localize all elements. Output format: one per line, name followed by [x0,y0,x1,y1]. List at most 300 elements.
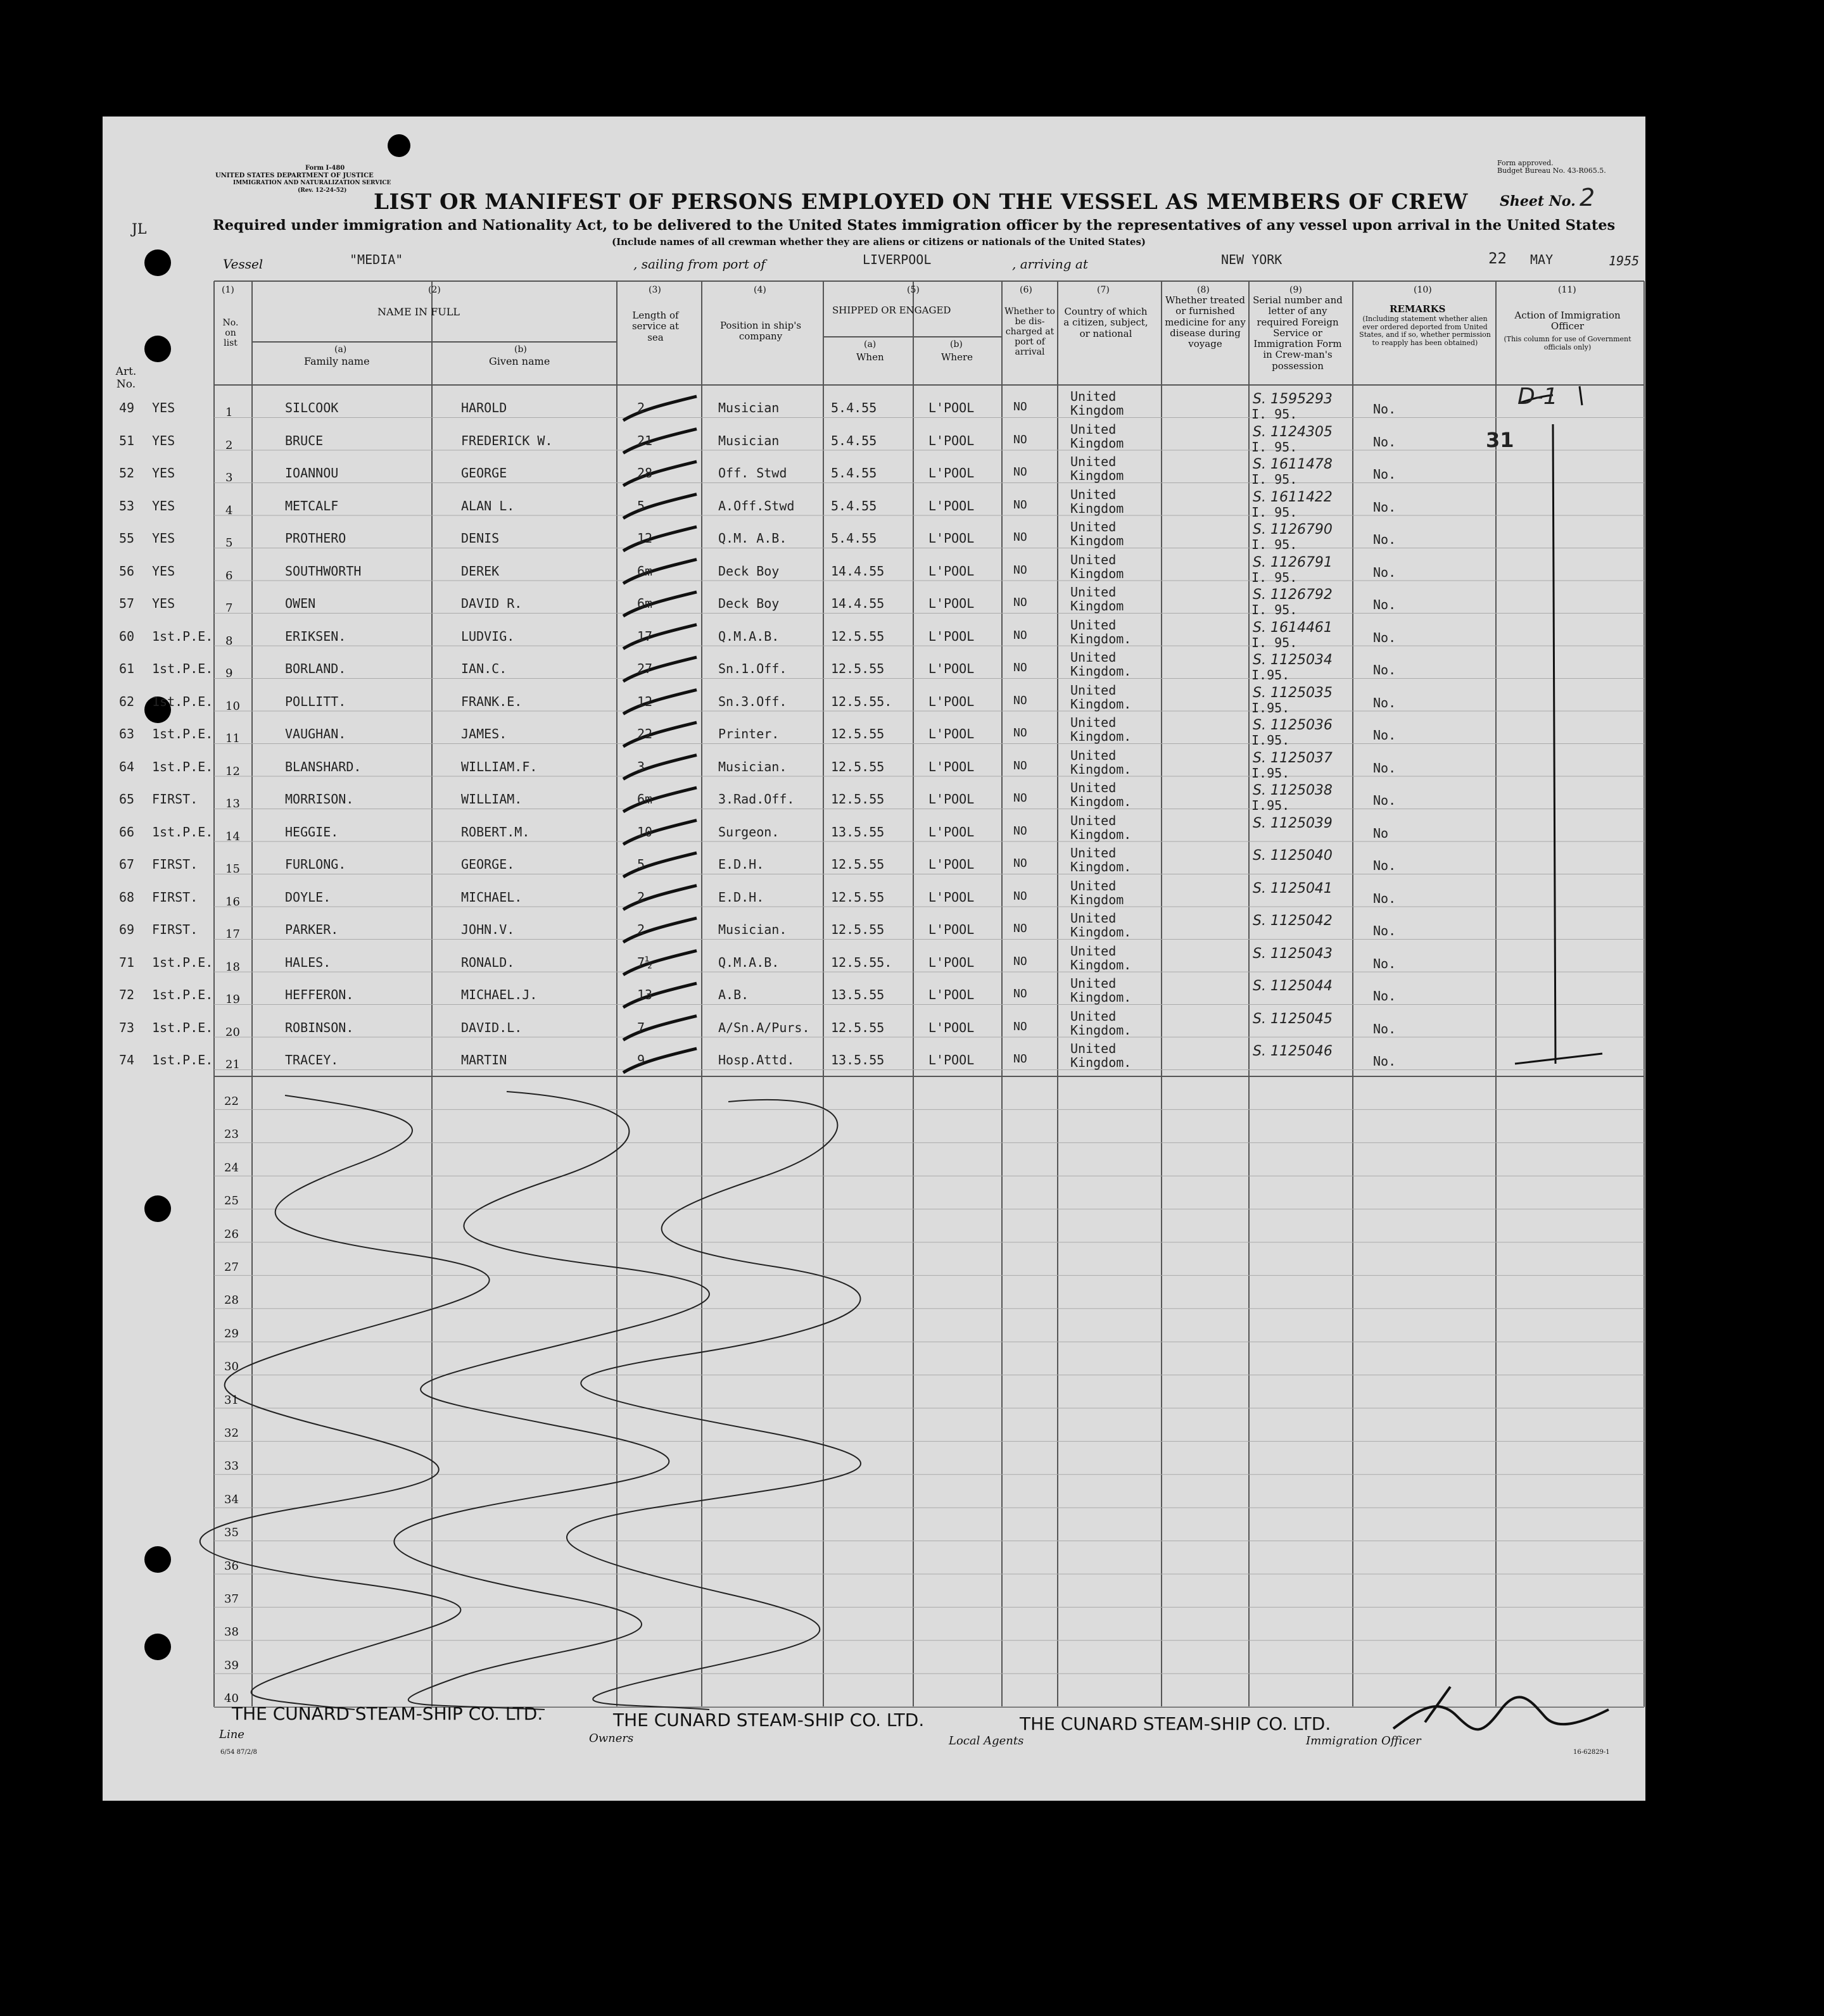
discharged: NO [1013,889,1027,903]
country-line1: United [1070,519,1117,534]
margin-initials: JL [132,222,147,237]
remarks: No. [1373,564,1396,580]
length-of-service: 2 [637,400,645,415]
shipped-where: L'POOL [928,922,975,937]
art-note: YES [152,596,175,611]
shipped-where: L'POOL [928,1019,975,1035]
col4-num: (4) [754,285,766,295]
position: E.D.H. [718,857,764,872]
list-number: 5 [225,536,233,550]
col2a-num: (a) [334,344,347,355]
position: E.D.H. [718,889,764,905]
empty-row-number: 26 [224,1227,239,1241]
line-stamp: THE CUNARD STEAM-SHIP CO. LTD. [232,1703,543,1724]
family-name: MORRISON. [285,791,354,807]
art-note: 1st.P.E. [152,1019,213,1035]
shipped-when: 12.5.55 [831,922,885,937]
discharged: NO [1013,954,1027,968]
revision-line: (Rev. 12-24-52) [298,187,347,194]
art-note: YES [152,563,175,579]
discharged: NO [1013,857,1027,870]
shipped-when: 12.5.55 [831,889,885,905]
arrival-year: 1955 [1609,253,1640,268]
list-number: 19 [225,993,240,1006]
discharged: NO [1013,759,1027,772]
given-name: ROBERT.M. [461,824,530,840]
shipped-where: L'POOL [928,726,975,741]
country-line1: United [1070,584,1117,600]
art-number: 52 [119,465,135,481]
shipped-where: L'POOL [928,531,975,546]
shipped-when: 5.4.55 [831,432,877,448]
approval-line: Form approved. [1497,159,1554,167]
shipped-when: 12.5.55 [831,661,885,676]
given-name: DAVID R. [461,596,522,611]
serial-number: S. 1125042 [1253,913,1333,929]
family-name: BLANSHARD. [285,759,362,774]
shipped-when: 13.5.55 [831,1052,885,1068]
given-name: RONALD. [461,954,515,970]
position: Musician. [718,759,787,774]
list-number: 7 [225,602,233,615]
country-line1: United [1070,1008,1117,1024]
list-number: 4 [225,503,233,517]
col2-label: NAME IN FULL [377,306,460,318]
col2-num: (2) [428,285,441,295]
art-note: 1st.P.E. [152,987,213,1002]
country-line2: Kingdom [1070,468,1124,483]
country-line1: United [1070,1041,1117,1056]
shipped-where: L'POOL [928,759,975,774]
art-number: 65 [119,791,135,807]
serial-number: S. 1126790 [1253,522,1333,538]
list-number: 15 [225,862,240,876]
given-name: HAROLD [461,400,507,415]
discharged: NO [1013,628,1027,642]
position: Musician [718,432,780,448]
art-number: 61 [119,661,135,676]
sailing-label: , sailing from port of [633,256,766,272]
discharged: NO [1013,432,1027,446]
discharged: NO [1013,563,1027,577]
family-name: VAUGHAN. [285,726,346,741]
family-name: FURLONG. [285,857,346,872]
given-name: MARTIN [461,1052,507,1068]
remarks: No. [1373,467,1396,482]
list-number: 8 [225,634,233,648]
empty-row-number: 31 [224,1393,239,1407]
country-line2: Kingdom. [1070,1055,1132,1070]
position: Q.M.A.B. [718,628,780,644]
country-line1: United [1070,878,1117,893]
shipped-when: 12.5.55 [831,1019,885,1035]
serial-form: I. 95. [1251,602,1298,617]
art-number: 68 [119,889,135,905]
empty-row-number: 23 [224,1128,239,1142]
art-note: 1st.P.E. [152,693,213,709]
col1-label: No. on list [222,318,239,349]
shipped-where: L'POOL [928,400,975,415]
country-line2: Kingdom. [1070,631,1132,646]
col5b-label: Where [941,351,973,363]
discharged: NO [1013,400,1027,413]
remarks: No. [1373,890,1396,906]
empty-row-number: 32 [224,1427,239,1440]
vessel-label: Vessel [223,256,263,272]
remarks: No. [1373,662,1396,677]
country-line2: Kingdom. [1070,761,1132,777]
empty-row-number: 27 [224,1261,239,1274]
arrival-port: NEW YORK [1221,252,1282,267]
serial-number: S. 1124305 [1253,424,1333,440]
shipped-when: 12.5.55 [831,628,885,644]
shipped-where: L'POOL [928,693,975,709]
list-number: 1 [225,406,233,419]
art-note: 1st.P.E. [152,759,213,774]
owners-label: Owners [589,1732,634,1745]
length-of-service: 22 [637,726,653,741]
discharged: NO [1013,824,1027,838]
given-name: JOHN.V. [461,922,515,937]
serial-number: S. 1125036 [1253,717,1333,733]
length-of-service: 5 [637,857,645,872]
country-line1: United [1070,943,1117,959]
art-note: YES [152,465,175,481]
given-name: MICHAEL. [461,889,522,905]
position: A/Sn.A/Purs. [718,1019,810,1035]
agents-stamp: THE CUNARD STEAM-SHIP CO. LTD. [1020,1713,1331,1734]
given-name: WILLIAM. [461,791,522,807]
serial-number: S. 1125043 [1253,945,1333,962]
shipped-when: 12.5.55 [831,857,885,872]
discharged: NO [1013,531,1027,544]
country-line2: Kingdom. [1070,859,1132,874]
country-line1: United [1070,780,1117,795]
art-note: 1st.P.E. [152,954,213,970]
given-name: GEORGE [461,465,507,481]
art-number: 73 [119,1019,135,1035]
art-note: YES [152,432,175,448]
empty-row-number: 38 [224,1625,239,1639]
position: Deck Boy [718,596,780,611]
art-note: FIRST. [152,791,198,807]
country-line2: Kingdom. [1070,729,1132,744]
art-note: YES [152,498,175,513]
col5-num: (5) [907,285,920,295]
serial-form: I. 95. [1251,504,1298,520]
given-name: ALAN L. [461,498,515,513]
shipped-where: L'POOL [928,661,975,676]
art-number: 66 [119,824,135,840]
family-name: HALES. [285,954,331,970]
family-name: SILCOOK [285,400,339,415]
shipped-when: 5.4.55 [831,400,877,415]
sheet-label: Sheet No. [1500,193,1576,210]
serial-form: I. 95. [1251,569,1298,585]
family-name: POLLITT. [285,693,346,709]
print-code-right: 16-62829-1 [1573,1749,1610,1756]
shipped-where: L'POOL [928,465,975,481]
list-number: 9 [225,667,233,680]
length-of-service: 21 [637,432,653,448]
art-number: 69 [119,922,135,937]
serial-form: I. 95. [1251,634,1298,650]
art-number: 49 [119,400,135,415]
country-line2: Kingdom. [1070,990,1132,1005]
art-number: 53 [119,498,135,513]
given-name: WILLIAM.F. [461,759,538,774]
serial-number: S. 1125045 [1253,1011,1333,1027]
discharged: NO [1013,498,1027,512]
position: Musician. [718,922,787,937]
art-number: 55 [119,531,135,546]
shipped-when: 5.4.55 [831,498,877,513]
position: Sn.3.Off. [718,693,787,709]
remarks: No. [1373,923,1396,938]
art-number: 57 [119,596,135,611]
empty-row-number: 40 [224,1692,239,1706]
col11-sub: (This column for use of Government officials only) [1504,335,1631,351]
col10-sub: (Including statement whether alien ever ordered deported from United States, and if so, whether permission to reapply has been obtained) [1359,315,1491,347]
remarks: No. [1373,629,1396,645]
shipped-when: 12.5.55 [831,726,885,741]
page-subtitle: Required under immigration and Nationality Act, to be delivered to the United States immigration officer by the representatives of any vessel upon arrival in the United States [213,217,1616,234]
serial-number: S. 1125044 [1253,978,1333,994]
empty-row-number: 25 [224,1194,239,1208]
shipped-when: 5.4.55 [831,465,877,481]
list-number: 11 [225,732,240,745]
art-note: 1st.P.E. [152,1052,213,1068]
position: Surgeon. [718,824,780,840]
serial-number: S. 1126791 [1253,554,1333,570]
empty-row-number: 30 [224,1360,239,1374]
vessel-name: "MEDIA" [350,252,403,267]
remarks: No [1373,825,1389,841]
service-line: IMMIGRATION AND NATURALIZATION SERVICE [233,180,391,186]
country-line1: United [1070,486,1117,502]
art-number: 74 [119,1052,135,1068]
art-note: FIRST. [152,857,198,872]
given-name: MICHAEL.J. [461,987,538,1002]
length-of-service: 2 [637,922,645,937]
list-number: 18 [225,960,240,974]
art-note: YES [152,531,175,546]
remarks: No. [1373,955,1396,971]
department-line: UNITED STATES DEPARTMENT OF JUSTICE [215,172,374,179]
given-name: LUDVIG. [461,628,515,644]
serial-form: I.95. [1251,798,1290,813]
country-line2: Kingdom. [1070,794,1132,809]
length-of-service: 12 [637,531,653,546]
family-name: PROTHERO [285,531,346,546]
country-line1: United [1070,389,1117,404]
col10-num: (10) [1414,285,1432,295]
country-line2: Kingdom. [1070,664,1132,679]
family-name: OWEN [285,596,316,611]
family-name: HEGGIE. [285,824,339,840]
col3-label: Length of service at sea [631,310,680,343]
line-label: Line [219,1728,244,1741]
shipped-when: 13.5.55 [831,824,885,840]
discharged: NO [1013,1052,1027,1066]
remarks: No. [1373,793,1396,808]
country-line2: Kingdom [1070,435,1124,451]
remarks: No. [1373,1021,1396,1036]
col11-label: Action of Immigration Officer [1514,310,1621,332]
col4-label: Position in ship's company [719,320,802,343]
remarks: No. [1373,695,1396,710]
col9-label: Serial number and letter of any required Foreign Service or Immigration Form in Crew-man's possession [1253,294,1343,372]
form-number: Form I-480 [305,165,345,172]
empty-row-number: 37 [224,1592,239,1606]
position: A.B. [718,987,749,1002]
serial-form: I. 95. [1251,406,1298,422]
discharged: NO [1013,791,1027,805]
remarks: No. [1373,532,1396,547]
shipped-when: 13.5.55 [831,987,885,1002]
art-note: 1st.P.E. [152,726,213,741]
art-note: 1st.P.E. [152,824,213,840]
budget-bureau-line: Budget Bureau No. 43-R065.5. [1497,167,1606,175]
col8-label: Whether treated or furnished medicine for any disease during voyage [1165,294,1246,350]
art-number: 56 [119,563,135,579]
serial-number: S. 1125041 [1253,880,1333,897]
shipped-where: L'POOL [928,628,975,644]
position: Printer. [718,726,780,741]
col5a-label: When [856,351,884,363]
shipped-where: L'POOL [928,954,975,970]
remarks: No. [1373,858,1396,873]
position: Sn.1.Off. [718,661,787,676]
given-name: JAMES. [461,726,507,741]
given-name: DEREK [461,563,500,579]
list-number: 16 [225,895,240,909]
serial-form: I. 95. [1251,537,1298,552]
empty-row-number: 33 [224,1459,239,1473]
officer-label: Immigration Officer [1306,1734,1421,1748]
country-line2: Kingdom. [1070,1022,1132,1038]
length-of-service: 9 [637,1052,645,1068]
country-line2: Kingdom [1070,598,1124,614]
shipped-when: 12.5.55 [831,759,885,774]
remarks: No. [1373,597,1396,612]
remarks: No. [1373,728,1396,743]
shipped-when: 12.5.55. [831,954,892,970]
col2a-label: Family name [304,355,370,367]
list-number: 13 [225,797,240,810]
col7-num: (7) [1097,285,1110,295]
serial-form: I.95. [1251,667,1290,683]
shipped-where: L'POOL [928,432,975,448]
serial-number: S. 1595293 [1253,391,1333,407]
art-number: 51 [119,432,135,448]
given-name: DAVID.L. [461,1019,522,1035]
col5-label: SHIPPED OR ENGAGED [832,305,951,316]
serial-number: S. 1125039 [1253,815,1333,831]
serial-form: I.95. [1251,700,1290,715]
shipped-when: 14.4.55 [831,563,885,579]
length-of-service: 7 [637,1019,645,1035]
country-line1: United [1070,682,1117,698]
remarks: No. [1373,988,1396,1004]
col10-label: REMARKS [1390,303,1446,315]
country-line1: United [1070,747,1117,763]
country-line1: United [1070,715,1117,730]
country-line1: United [1070,650,1117,665]
country-line1: United [1070,845,1117,860]
length-of-service: 2 [637,889,645,905]
serial-number: S. 1611422 [1253,489,1333,505]
given-name: FREDERICK W. [461,432,553,448]
remarks: No. [1373,401,1396,417]
list-number: 2 [225,438,233,452]
country-line1: United [1070,812,1117,828]
position: Hosp.Attd. [718,1052,795,1068]
discharged: NO [1013,465,1027,479]
discharged: NO [1013,922,1027,935]
shipped-where: L'POOL [928,889,975,905]
art-number: 60 [119,628,135,644]
discharged: NO [1013,693,1027,707]
art-number: 72 [119,987,135,1002]
serial-number: S. 1126792 [1253,587,1333,603]
shipped-when: 14.4.55 [831,596,885,611]
col5b-num: (b) [950,339,963,350]
family-name: DOYLE. [285,889,331,905]
country-line1: United [1070,421,1117,437]
art-note: FIRST. [152,922,198,937]
position: Deck Boy [718,563,780,579]
country-line2: Kingdom. [1070,957,1132,973]
serial-form: I. 95. [1251,472,1298,487]
country-line1: United [1070,454,1117,469]
country-line2: Kingdom. [1070,826,1132,842]
art-number: 64 [119,759,135,774]
position: A.Off.Stwd [718,498,795,513]
length-of-service: 7½ [637,954,653,970]
serial-number: S. 1125037 [1253,750,1333,766]
list-number: 3 [225,471,233,484]
shipped-where: L'POOL [928,857,975,872]
shipped-where: L'POOL [928,987,975,1002]
list-number: 21 [225,1058,240,1071]
shipped-where: L'POOL [928,563,975,579]
country-line2: Kingdom [1070,533,1124,548]
remarks: No. [1373,434,1396,450]
empty-row-number: 22 [224,1095,239,1108]
art-note: 1st.P.E. [152,661,213,676]
remarks: No. [1373,499,1396,515]
list-number: 20 [225,1025,240,1039]
discharged: NO [1013,661,1027,674]
page-title: LIST OR MANIFEST OF PERSONS EMPLOYED ON THE VESSEL AS MEMBERS OF CREW [374,189,1468,215]
family-name: PARKER. [285,922,339,937]
discharged: NO [1013,596,1027,609]
length-of-service: 6m [637,596,653,611]
shipped-where: L'POOL [928,1052,975,1068]
discharged: NO [1013,1019,1027,1033]
empty-row-number: 34 [224,1492,239,1506]
col5a-num: (a) [864,339,877,350]
list-number: 10 [225,699,240,713]
list-number: 12 [225,764,240,778]
family-name: METCALF [285,498,339,513]
departure-port: LIVERPOOL [863,252,932,267]
shipped-when: 12.5.55 [831,791,885,807]
given-name: GEORGE. [461,857,515,872]
length-of-service: 6m [637,563,653,579]
col6-num: (6) [1020,285,1032,295]
